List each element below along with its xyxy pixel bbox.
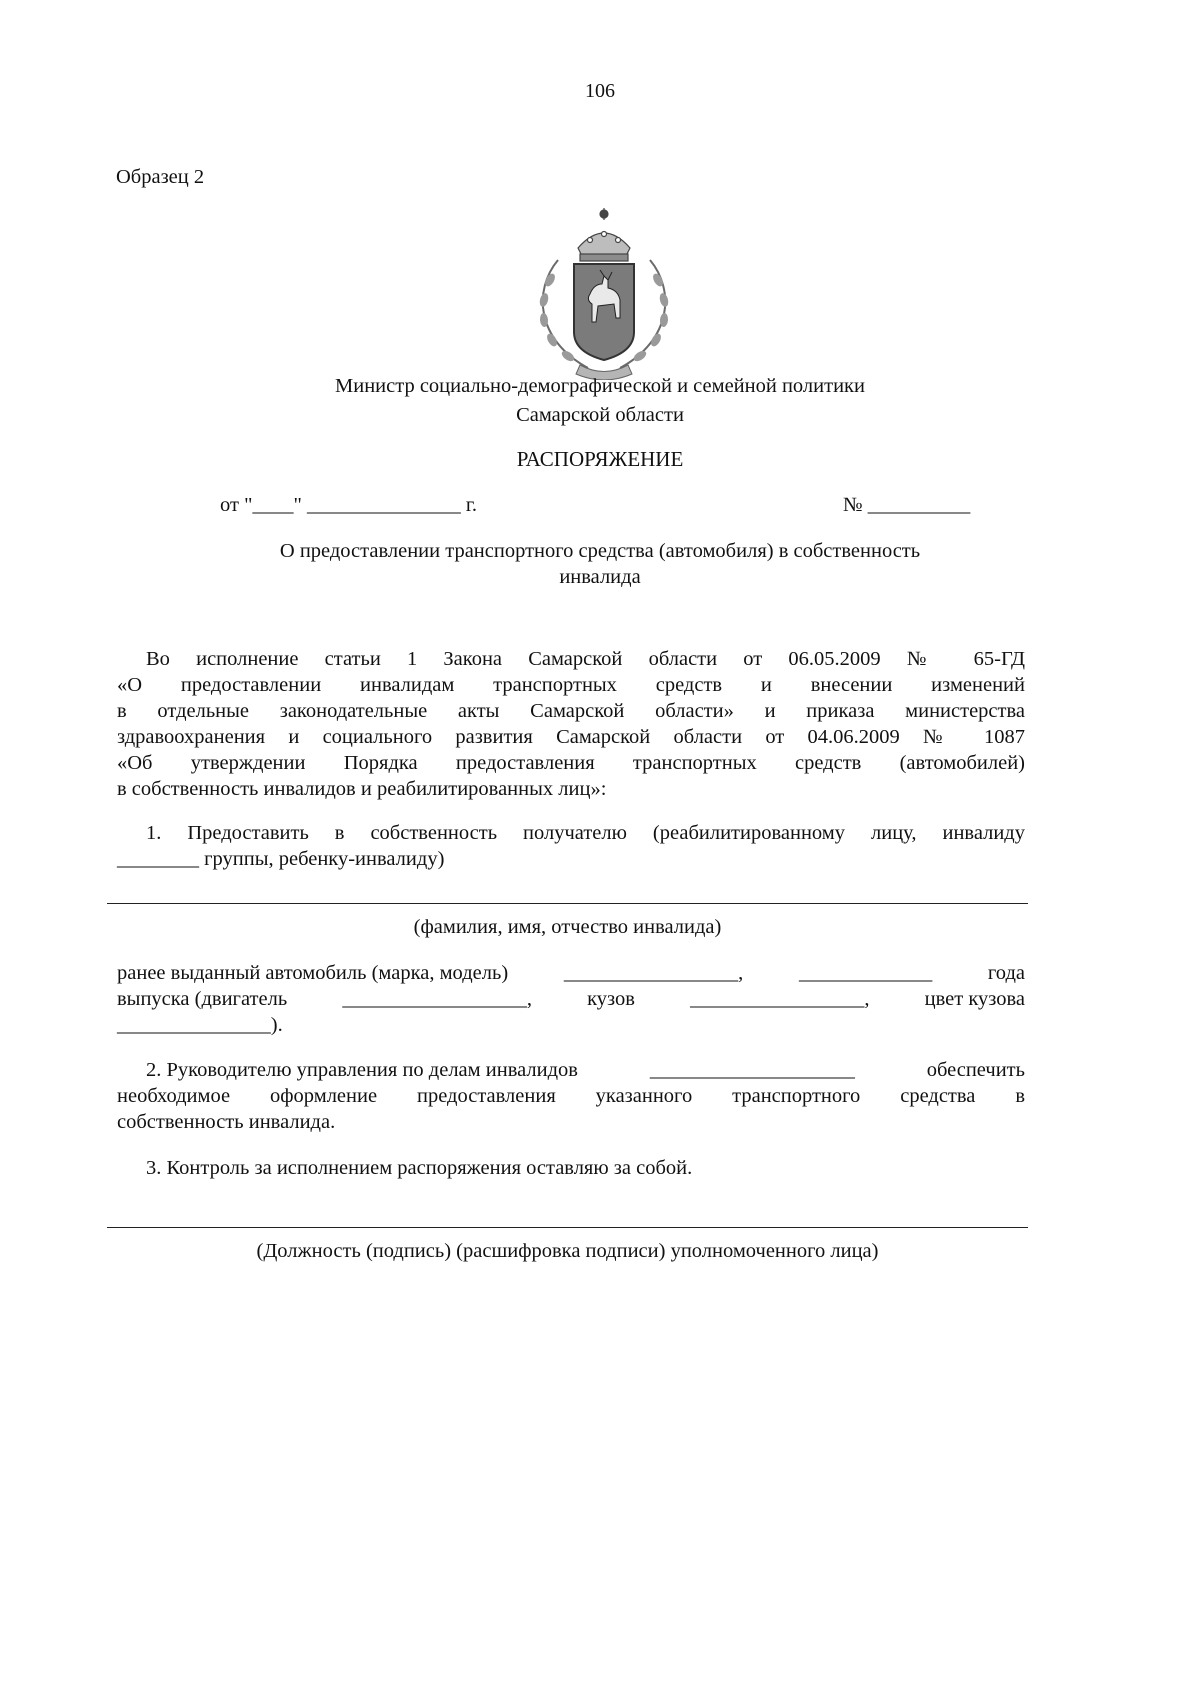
item1-line2-text: группы, ребенку-инвалиду): [204, 848, 445, 870]
date-mid: ": [293, 494, 302, 516]
preamble-line: «О предоставлении инвалидам транспортных средств и внесении изменений: [117, 674, 1025, 696]
car-year-blank: _____________: [798, 962, 933, 984]
item2-line3: собственность инвалида.: [117, 1111, 336, 1133]
car-year-label: года: [987, 962, 1025, 984]
signature-rule: [107, 1227, 1028, 1228]
item2-line1: [146, 1057, 1025, 1083]
date-field: [220, 492, 477, 518]
date-month-blank: _______________: [306, 494, 461, 516]
name-rule: [107, 903, 1028, 904]
item2-line2: необходимое оформление предоставления указанного транспортного средства в: [117, 1085, 1025, 1107]
preamble-line: «Об утверждении Порядка предоставления транспортных средств (автомобилей): [117, 752, 1025, 774]
date-prefix: от ": [220, 494, 253, 516]
preamble-line: Во исполнение статьи 1 Закона Самарской области от 06.05.2009 № 65-ГД: [146, 648, 1025, 670]
page-number: 106: [585, 80, 615, 102]
car-line1: [117, 960, 1025, 986]
engine-label: выпуска (двигатель: [117, 988, 288, 1010]
preamble-line: в собственность инвалидов и реабилитированных лиц»:: [117, 778, 607, 800]
item3-line1: 3. Контроль за исполнением распоряжения оставляю за собой.: [146, 1157, 693, 1179]
item2-line1-text: 2. Руководителю управления по делам инвалидов: [146, 1059, 578, 1081]
item1-line2: [117, 846, 1025, 872]
signature-caption: (Должность (подпись) (расшифровка подписи) уполномоченного лица): [256, 1240, 879, 1262]
car-model-label: ранее выданный автомобиль (марка, модель): [117, 962, 509, 984]
group-blank: ________: [117, 848, 199, 870]
number-prefix: №: [843, 494, 863, 516]
body-label: кузов: [587, 988, 635, 1010]
subject-line2: инвалида: [559, 566, 641, 588]
subject-line1: О предоставлении транспортного средства (автомобиля) в собственность: [279, 540, 921, 562]
ministry-title-line1: Министр социально-демографической и семейной политики: [335, 375, 865, 397]
date-day-blank: ____: [252, 494, 294, 516]
date-suffix: г.: [465, 494, 478, 516]
document-type: РАСПОРЯЖЕНИЕ: [516, 447, 684, 471]
sample-label: Образец 2: [116, 166, 205, 188]
number-blank: __________: [867, 494, 971, 516]
car-line2: [117, 986, 1025, 1012]
number-field: [843, 492, 970, 518]
body-color-blank: _______________).: [117, 1014, 283, 1036]
department-blank: ____________________: [649, 1059, 855, 1081]
body-color-label: цвет кузова: [924, 988, 1025, 1010]
samara-coat-of-arms-icon: [528, 200, 680, 380]
name-caption: (фамилия, имя, отчество инвалида): [413, 916, 722, 938]
body-blank: _________________,: [690, 988, 870, 1010]
item1-line1: 1. Предоставить в собственность получателю (реабилитированному лицу, инвалиду: [146, 822, 1025, 844]
engine-blank: __________________,: [342, 988, 532, 1010]
ministry-title-line2: Самарской области: [516, 404, 684, 426]
preamble-line: в отдельные законодательные акты Самарской области» и приказа министерства: [117, 700, 1025, 722]
item2-line1-end: обеспечить: [926, 1059, 1025, 1081]
preamble-line: здравоохранения и социального развития Самарской области от 04.06.2009 № 1087: [117, 726, 1025, 748]
car-model-blank: _________________,: [563, 962, 744, 984]
